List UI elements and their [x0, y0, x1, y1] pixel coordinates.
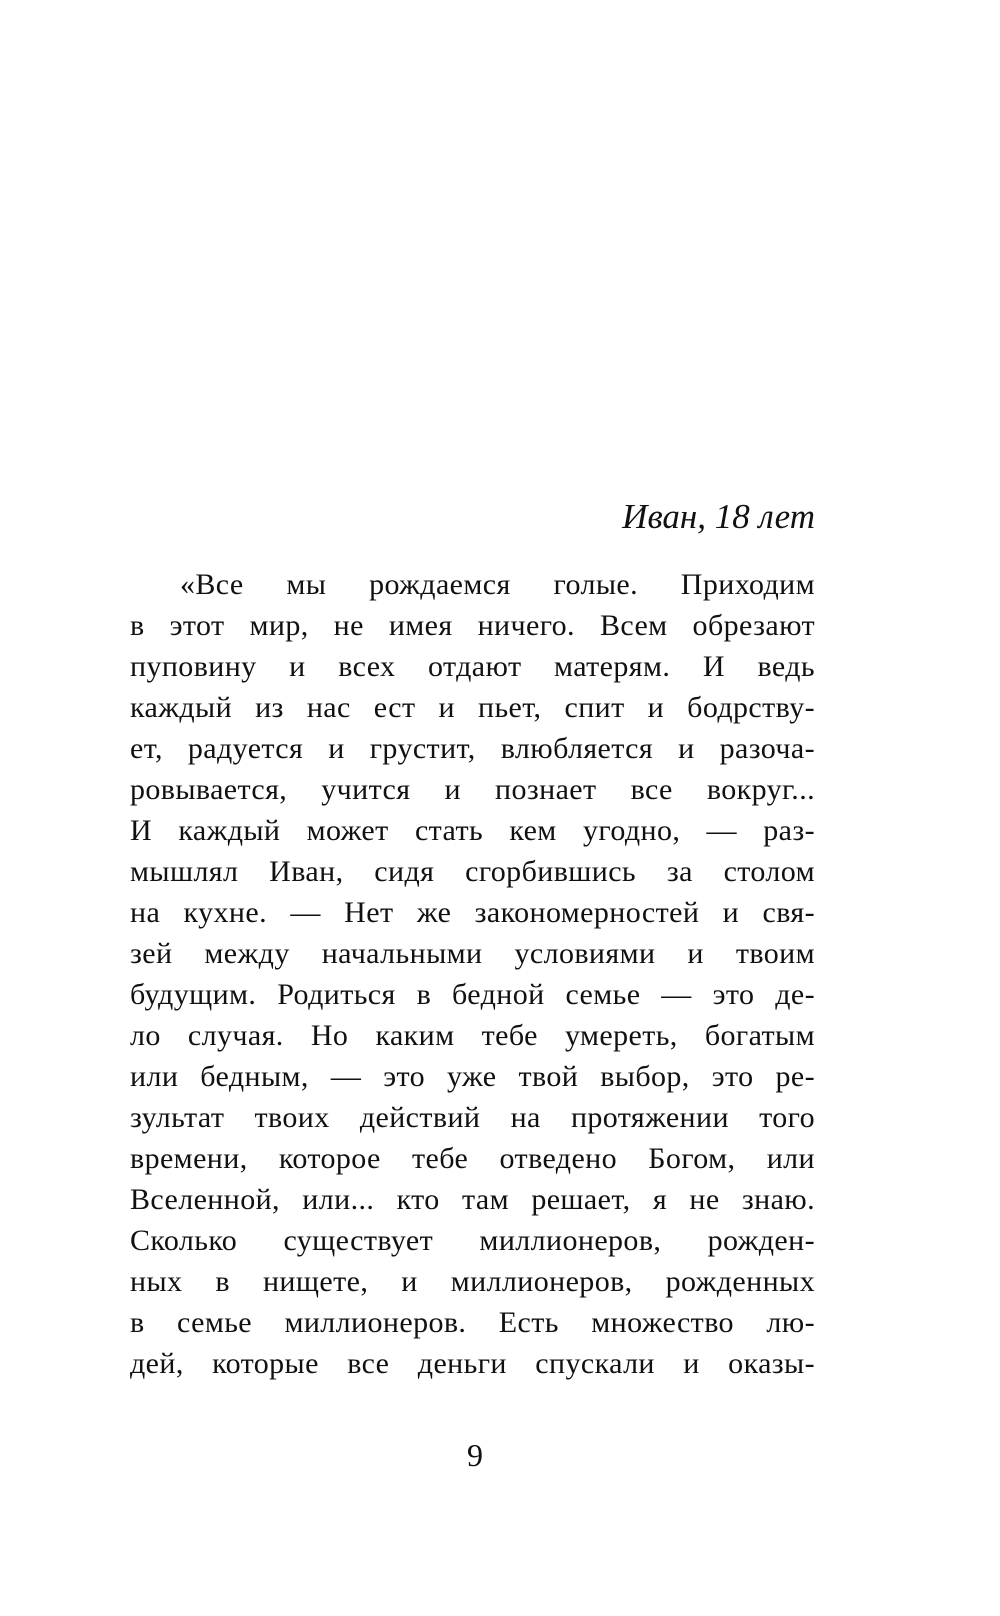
text-line: или бедным, — это уже твой выбор, это ре-: [130, 1060, 815, 1093]
text-line: в семье миллионеров. Есть множество лю-: [130, 1306, 815, 1339]
body-paragraph: [130, 564, 815, 1384]
text-line: пуповину и всех отдают матерям. И ведь: [130, 650, 815, 683]
text-line: ровывается, учится и познает все вокруг...: [130, 773, 815, 806]
text-line: дей, которые все деньги спускали и оказы-: [130, 1347, 815, 1380]
text-line: Вселенной, или... кто там решает, я не знаю.: [130, 1183, 815, 1216]
text-line: ет, радуется и грустит, влюбляется и разоча-: [130, 732, 815, 765]
text-line: в этот мир, не имея ничего. Всем обрезают: [130, 609, 815, 642]
text-line: «Все мы рождаемся голые. Приходим: [180, 568, 815, 601]
chapter-heading: Иван, 18 лет: [622, 497, 815, 536]
text-line: каждый из нас ест и пьет, спит и бодрству-: [130, 691, 815, 724]
text-line: ных в нищете, и миллионеров, рожденных: [130, 1265, 815, 1298]
page-number: 9: [467, 1437, 483, 1473]
text-line: на кухне. — Нет же закономерностей и свя-: [130, 896, 815, 929]
text-line: будущим. Родиться в бедной семье — это де-: [130, 978, 815, 1011]
text-line: Сколько существует миллионеров, рожден-: [130, 1224, 815, 1257]
text-line: И каждый может стать кем угодно, — раз-: [130, 814, 815, 847]
text-line: зей между начальными условиями и твоим: [130, 937, 815, 970]
text-line: зультат твоих действий на протяжении того: [130, 1101, 815, 1134]
text-line: мышлял Иван, сидя сгорбившись за столом: [130, 855, 815, 888]
text-line: времени, которое тебе отведено Богом, или: [130, 1142, 815, 1175]
text-line: ло случая. Но каким тебе умереть, богатым: [130, 1019, 815, 1052]
